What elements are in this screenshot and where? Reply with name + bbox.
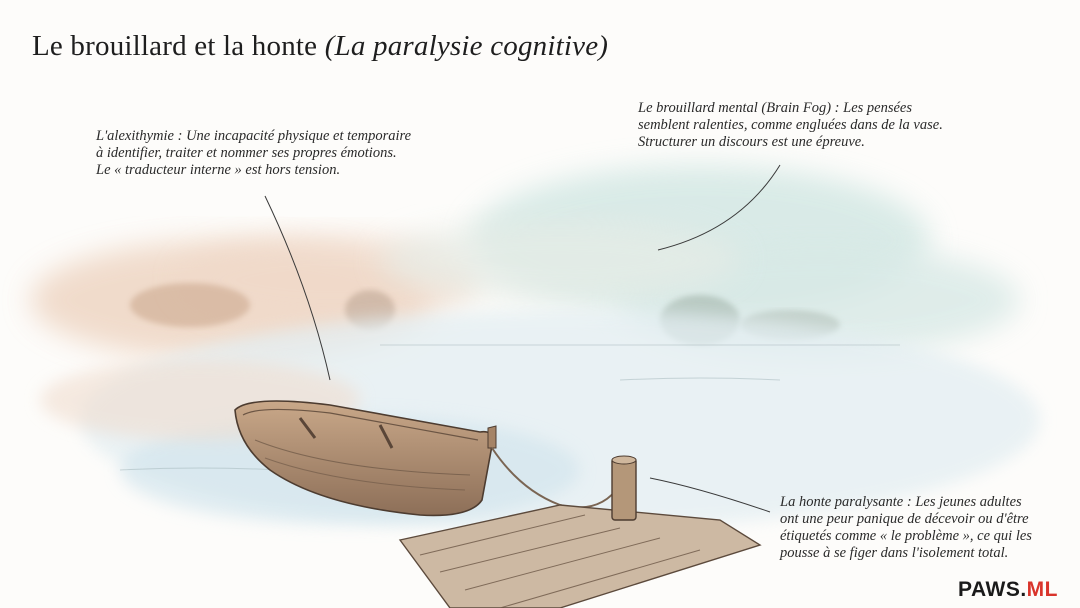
note-text: Structurer un discours est une épreuve.	[638, 134, 865, 150]
note-line	[780, 494, 1032, 511]
page-title	[32, 30, 608, 63]
note-text: à identifier, traiter et nommer ses propres émotions.	[96, 145, 397, 161]
logo-text: PAWS.	[958, 578, 1027, 601]
note-term: Le brouillard mental (Brain Fog) :	[638, 100, 840, 116]
note-text: ont une peur panique de décevoir ou d'être	[780, 511, 1029, 527]
note-text: Une incapacité physique et temporaire	[186, 128, 412, 144]
note-text: semblent ralenties, comme engluées dans de la vase.	[638, 117, 943, 133]
logo-accent-text: ML	[1026, 578, 1058, 601]
title-subtitle: (La paralysie cognitive)	[324, 30, 609, 62]
title-main: Le brouillard et la honte	[32, 30, 318, 62]
note-brain-fog	[638, 100, 943, 151]
note-text: Les jeunes adultes	[915, 494, 1022, 510]
note-honte	[780, 494, 1032, 562]
note-alexithymie	[96, 128, 411, 179]
note-text: Les pensées	[843, 100, 913, 116]
note-text: Le « traducteur interne » est hors tension.	[96, 162, 341, 178]
note-line	[96, 128, 411, 145]
note-line	[638, 100, 943, 117]
note-text: étiquetés comme « le problème », ce qui les	[780, 528, 1032, 544]
brand-logo	[958, 578, 1058, 602]
note-text: pousse à se figer dans l'isolement total.	[780, 545, 1009, 561]
note-term: L'alexithymie :	[96, 128, 183, 144]
note-term: La honte paralysante :	[780, 494, 912, 510]
